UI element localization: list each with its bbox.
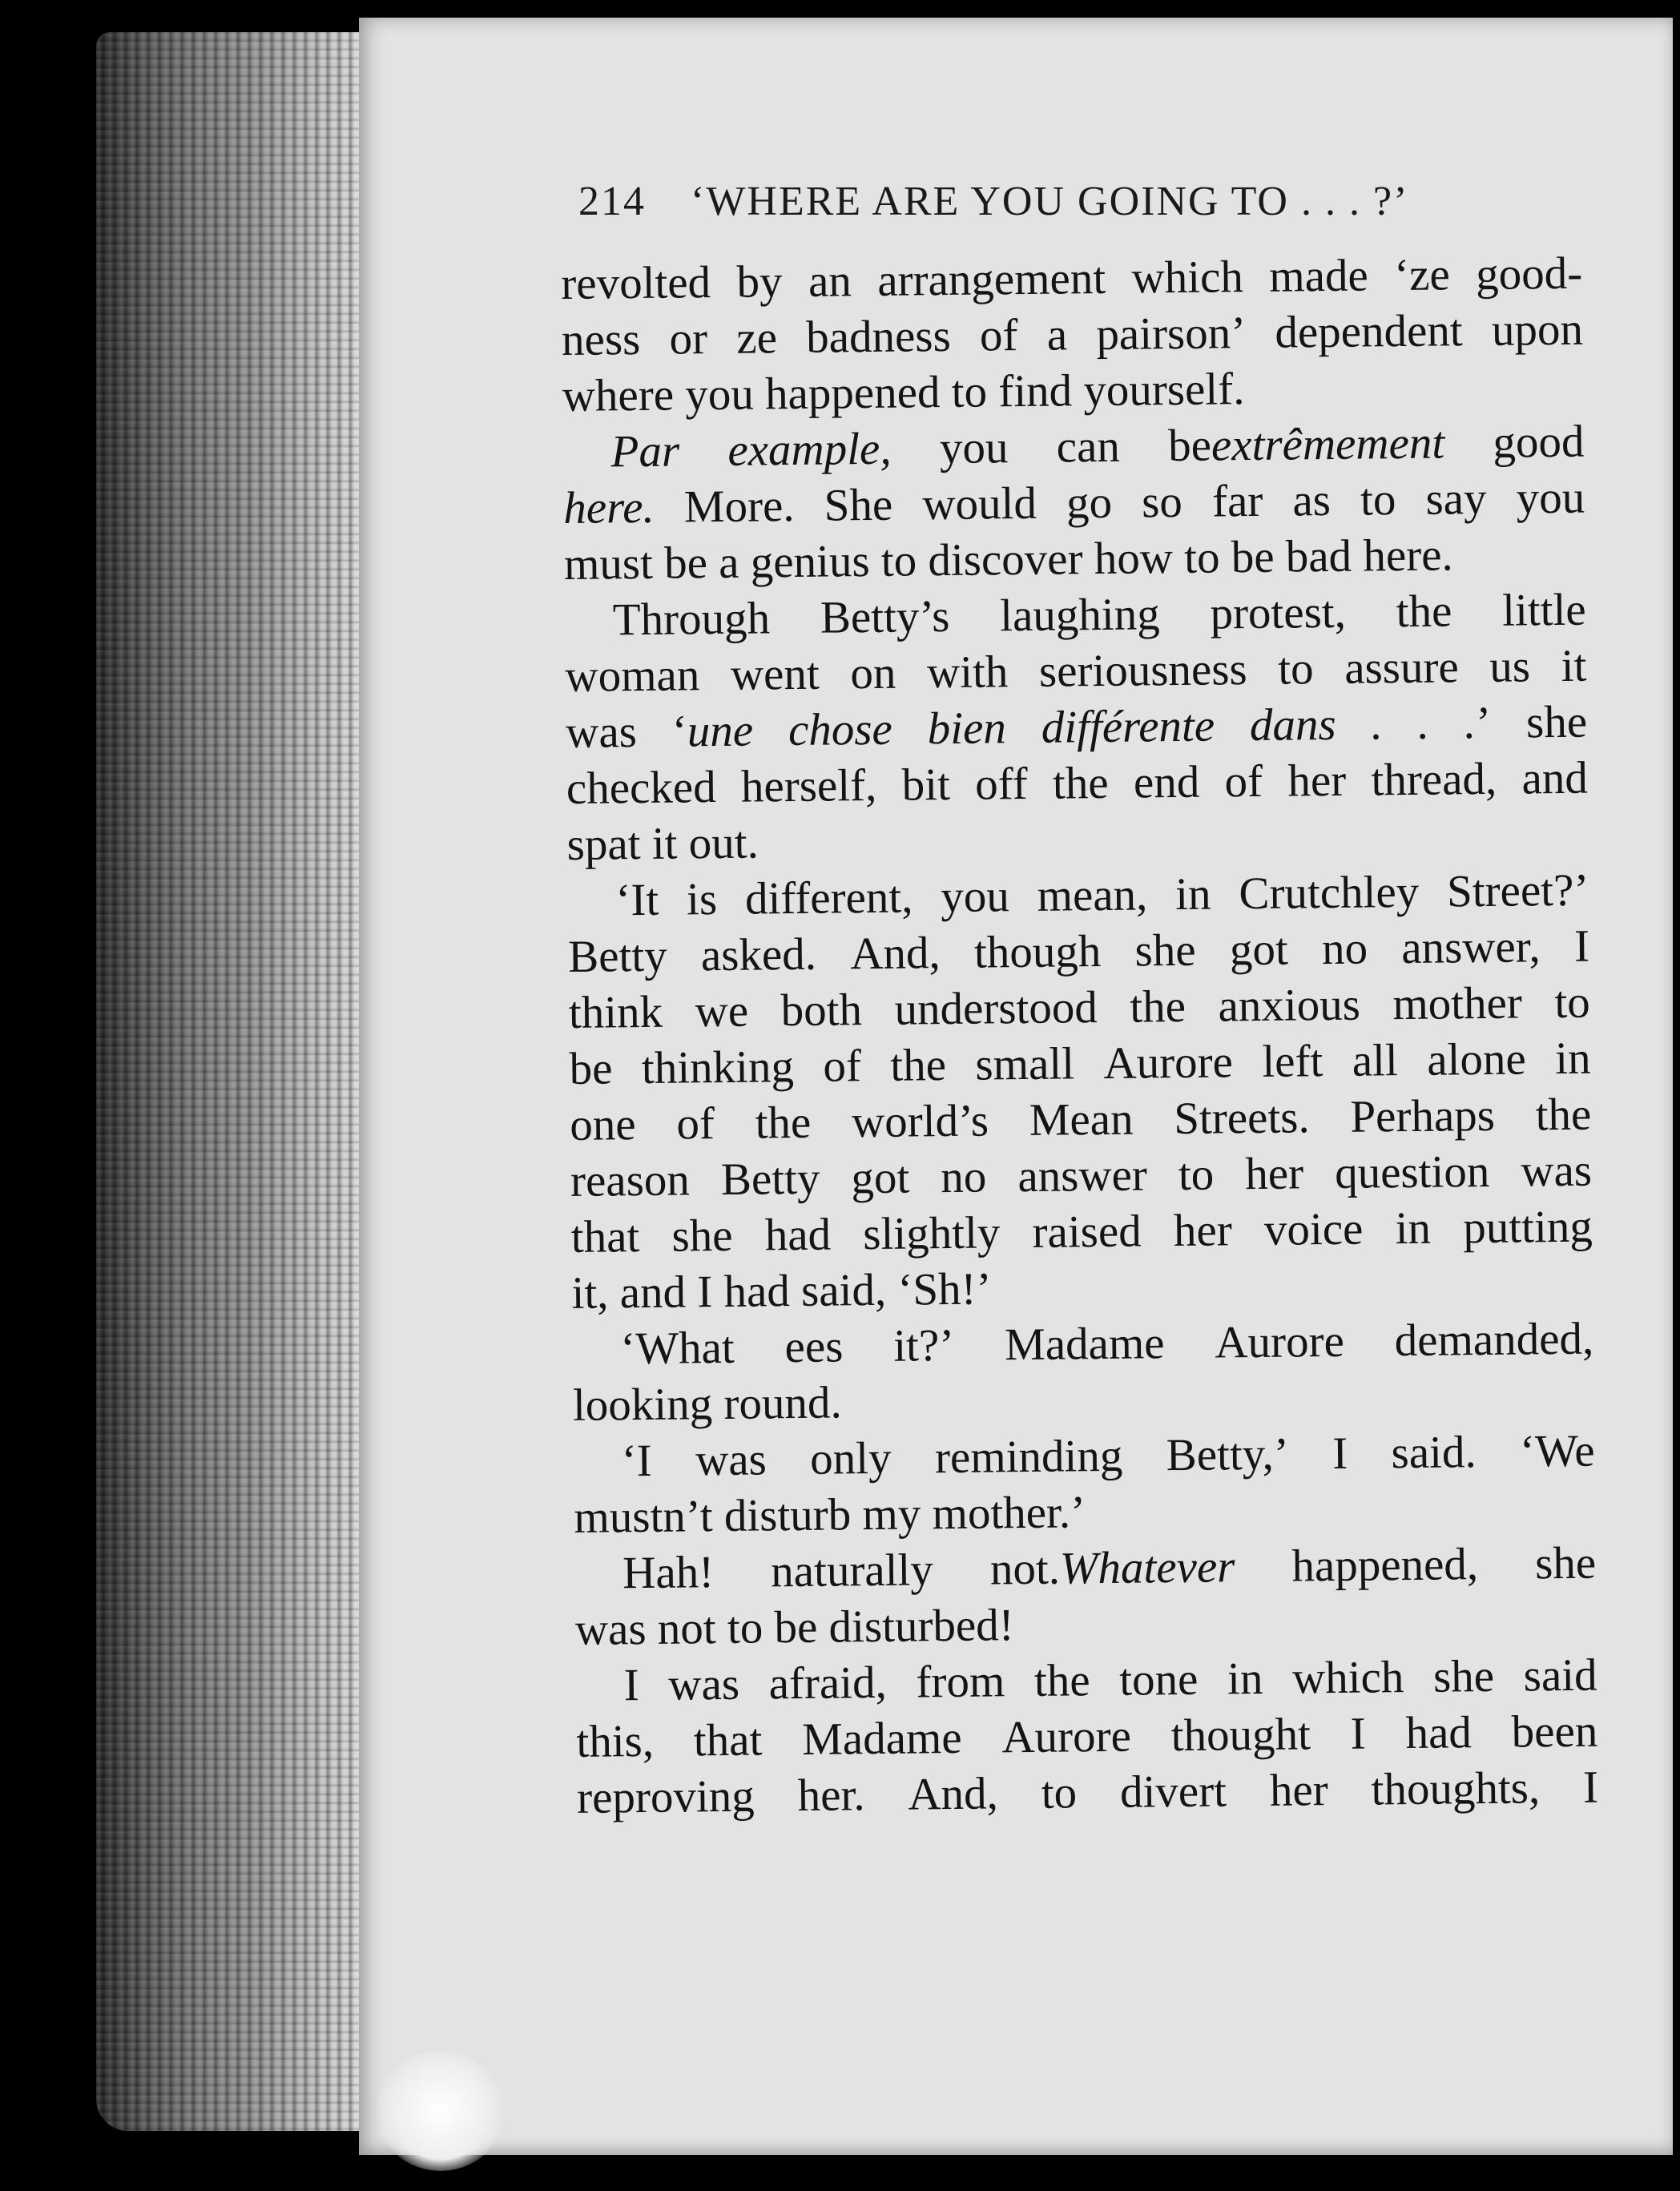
word: that <box>693 1714 763 1766</box>
word: round. <box>723 1377 843 1429</box>
word: example, <box>727 423 892 476</box>
word: here. <box>1363 530 1454 582</box>
scan-thumb-mark <box>377 2051 505 2171</box>
word: discover <box>928 534 1083 586</box>
word: answer <box>1017 1150 1148 1202</box>
word: world’s <box>851 1095 989 1148</box>
word: both <box>780 985 863 1037</box>
word: in <box>1554 1033 1591 1085</box>
word: all <box>1352 1035 1399 1086</box>
word: ‘It <box>615 874 659 926</box>
text-line <box>577 1760 1599 1827</box>
word: question <box>1334 1146 1490 1198</box>
word: mean, <box>1037 869 1148 921</box>
text-line <box>562 302 1584 369</box>
text-line <box>564 582 1586 649</box>
word: spat <box>566 818 641 870</box>
word: Street?’ <box>1446 864 1589 917</box>
word: was <box>668 1658 740 1710</box>
word: the <box>755 1097 812 1149</box>
word: of <box>979 310 1018 361</box>
word: she <box>1134 924 1196 977</box>
word: disturbed! <box>828 1600 1015 1653</box>
word: my <box>862 1488 921 1541</box>
body-text <box>561 246 1598 1827</box>
word: good- <box>1475 248 1583 300</box>
word: in <box>1227 1653 1263 1705</box>
word: ness <box>561 313 641 365</box>
text-line <box>567 863 1589 929</box>
word: arrangement <box>876 252 1106 306</box>
word: Betty’s <box>820 590 950 643</box>
word: yourself. <box>1083 364 1245 417</box>
text-line <box>562 414 1585 481</box>
word: end <box>1133 756 1200 808</box>
text-line <box>576 1704 1598 1770</box>
word: a <box>1046 309 1068 360</box>
running-head <box>578 178 1572 234</box>
word: Betty <box>567 930 667 982</box>
word: bit <box>901 759 951 811</box>
word: . <box>1417 698 1430 749</box>
word: on <box>850 647 896 699</box>
word: I <box>623 1660 639 1711</box>
word: can <box>1056 421 1121 473</box>
word: Madame <box>801 1712 962 1765</box>
word: woman <box>565 650 700 702</box>
word: to <box>727 1602 763 1653</box>
word: or <box>669 313 708 364</box>
word: mother <box>1392 977 1523 1030</box>
word: to <box>951 366 988 417</box>
word: Betty <box>720 1153 820 1205</box>
word: off <box>974 758 1028 810</box>
word: was <box>695 1434 767 1486</box>
word: was <box>565 707 638 758</box>
text-line <box>565 638 1587 705</box>
word: the <box>1396 586 1452 638</box>
word: answer, <box>1400 921 1541 974</box>
word: and <box>1521 752 1589 804</box>
word: reason <box>570 1154 691 1206</box>
text-line <box>574 1480 1596 1546</box>
word: I <box>1573 920 1590 972</box>
word: laughing <box>999 589 1161 642</box>
word: where <box>562 369 675 421</box>
word: is <box>686 874 718 925</box>
word: voice <box>1263 1203 1364 1255</box>
word: She <box>824 479 893 531</box>
word: pairson’ <box>1096 308 1247 360</box>
word: an <box>808 256 852 307</box>
word: in <box>1174 868 1211 920</box>
word: good <box>1493 416 1585 468</box>
word: protest, <box>1210 586 1347 639</box>
word: here. <box>562 481 655 534</box>
text-line <box>572 1311 1594 1378</box>
word: looking <box>572 1379 713 1431</box>
word: said <box>1523 1649 1597 1702</box>
text-line <box>573 1367 1595 1434</box>
word: to <box>1360 474 1396 526</box>
word: badness <box>805 310 952 363</box>
word: she <box>1432 1650 1495 1702</box>
word: which <box>1131 252 1244 304</box>
word: you <box>939 422 1009 474</box>
word: which <box>1291 1652 1404 1704</box>
word: of <box>1224 755 1263 808</box>
word: I <box>1582 1762 1599 1813</box>
text-line <box>574 1536 1597 1602</box>
page-number: 214 <box>578 179 646 224</box>
word: her <box>1269 1765 1328 1816</box>
word: revolted <box>561 257 711 309</box>
word: different, <box>744 872 913 924</box>
word: chose <box>788 703 893 756</box>
text-line <box>561 246 1583 312</box>
word: got <box>851 1152 910 1204</box>
word: of <box>823 1041 862 1092</box>
word: Betty,’ <box>1166 1428 1290 1481</box>
word: said. <box>1391 1427 1477 1479</box>
word: dependent <box>1275 305 1463 358</box>
word: her <box>1244 1148 1304 1200</box>
word: so <box>1141 476 1183 528</box>
word: ‘We <box>1519 1425 1595 1477</box>
word: tone <box>1118 1653 1199 1706</box>
word: différente <box>1041 700 1215 753</box>
word: . <box>1371 699 1384 750</box>
word: was <box>574 1603 647 1655</box>
word: you <box>1516 472 1585 524</box>
word: genius <box>750 535 870 588</box>
word: it, <box>571 1267 609 1319</box>
word: say <box>1425 473 1487 525</box>
word: herself, <box>740 759 877 812</box>
word: it <box>651 818 678 869</box>
word: ‘une <box>671 705 754 757</box>
word: not.Whatever <box>989 1541 1235 1595</box>
word: putting <box>1462 1201 1593 1254</box>
word: understood <box>894 982 1098 1035</box>
word: And, <box>849 928 941 980</box>
word: only <box>809 1432 892 1484</box>
word: Aurore <box>1001 1710 1132 1763</box>
word: checked <box>566 762 716 814</box>
word: dans <box>1249 699 1336 751</box>
word: the <box>1052 757 1109 809</box>
word: assure <box>1344 642 1460 694</box>
word: asked. <box>700 928 817 981</box>
text-line <box>564 526 1586 593</box>
word: been <box>1511 1706 1598 1758</box>
word: thinking <box>641 1041 795 1093</box>
word: would <box>922 477 1037 530</box>
word: seriousness <box>1038 644 1247 697</box>
word: raised <box>1032 1206 1142 1258</box>
word: I <box>696 1267 713 1318</box>
word: Mean <box>1029 1093 1134 1146</box>
word: naturally <box>770 1545 934 1597</box>
word: anxious <box>1218 979 1361 1032</box>
word: a <box>718 537 739 588</box>
word: go <box>1066 477 1113 529</box>
text-line <box>569 1031 1591 1098</box>
word: you <box>940 871 1010 923</box>
word: Through <box>612 593 771 646</box>
word: had <box>1405 1707 1473 1759</box>
word: Aurore <box>1215 1315 1345 1368</box>
word: her. <box>797 1770 865 1822</box>
text-line <box>566 695 1588 761</box>
word: to <box>1178 1149 1215 1200</box>
word: small <box>975 1038 1075 1090</box>
word: little <box>1501 584 1586 636</box>
word: divert <box>1119 1766 1227 1818</box>
word: to <box>880 535 917 586</box>
word: got <box>1229 924 1289 976</box>
text-line <box>570 1199 1593 1266</box>
word: afraid, <box>768 1657 888 1710</box>
word: made <box>1268 250 1369 302</box>
word: bad <box>1285 530 1352 582</box>
word: far <box>1211 475 1263 527</box>
word: must <box>563 538 654 590</box>
word: she <box>1525 696 1588 748</box>
word: had <box>764 1209 832 1261</box>
word: Hah! <box>622 1547 715 1599</box>
word: alone <box>1426 1033 1527 1085</box>
word: ees <box>784 1321 844 1373</box>
word: Perhaps <box>1350 1089 1496 1142</box>
word: reproving <box>576 1770 755 1823</box>
text-line <box>563 470 1585 537</box>
word: Madame <box>1004 1318 1165 1371</box>
word: that <box>570 1211 640 1263</box>
word: she <box>671 1210 733 1262</box>
word: this, <box>576 1715 655 1767</box>
word: us <box>1489 641 1531 692</box>
word: be <box>1231 531 1275 583</box>
word: happened <box>764 367 941 420</box>
word: in <box>1395 1202 1432 1255</box>
text-line <box>569 975 1591 1041</box>
word: had <box>723 1266 791 1317</box>
text-line <box>573 1424 1595 1490</box>
word: mother.’ <box>932 1487 1086 1540</box>
word: ‘What <box>619 1322 735 1375</box>
word: we <box>695 985 749 1037</box>
text-line <box>562 358 1584 425</box>
word: beextrêmement <box>1167 417 1445 472</box>
text-line <box>570 1143 1593 1210</box>
word: how <box>1094 533 1174 585</box>
word: Par <box>610 425 680 477</box>
word: demanded, <box>1394 1313 1594 1367</box>
text-line <box>566 751 1589 817</box>
word: to <box>1277 643 1314 695</box>
text-line <box>568 919 1590 985</box>
word: I <box>1332 1428 1348 1479</box>
word: the <box>1033 1655 1090 1706</box>
word: the <box>1130 981 1186 1033</box>
word: happened, <box>1291 1539 1479 1592</box>
word: ‘ze <box>1393 249 1451 301</box>
word: mustn’t <box>574 1491 713 1543</box>
word: .’ <box>1464 697 1492 749</box>
word: I <box>1350 1708 1367 1759</box>
word: it?’ <box>892 1319 955 1371</box>
word: slightly <box>863 1207 1001 1260</box>
word: no <box>1321 923 1368 975</box>
word: More. <box>683 480 795 533</box>
word: she <box>1534 1537 1597 1589</box>
word: no <box>941 1151 987 1203</box>
word: be <box>774 1601 818 1653</box>
word: disturb <box>723 1489 852 1541</box>
word: her <box>1173 1205 1233 1257</box>
word: think <box>568 986 663 1038</box>
word: not <box>657 1603 717 1654</box>
word: though <box>973 925 1102 978</box>
word: left <box>1262 1036 1323 1087</box>
text-line <box>570 1087 1592 1154</box>
text-line <box>571 1255 1593 1322</box>
word: reminding <box>934 1430 1123 1484</box>
word: thread, <box>1371 753 1497 806</box>
text-line <box>575 1648 1597 1714</box>
word: bien <box>927 703 1007 755</box>
word: from <box>916 1656 1005 1708</box>
word: of <box>676 1098 715 1150</box>
word: to <box>1041 1767 1078 1818</box>
word: ‘I <box>621 1435 653 1487</box>
word: Crutchley <box>1239 866 1420 920</box>
text-line <box>575 1592 1597 1658</box>
word: thought <box>1170 1709 1311 1762</box>
running-title: ‘WHERE ARE YOU GOING TO . . . ?’ <box>691 179 1409 224</box>
word: upon <box>1491 304 1584 356</box>
word: to <box>1183 532 1220 583</box>
word: to <box>1554 977 1591 1029</box>
word: Streets. <box>1173 1092 1310 1145</box>
word: And, <box>908 1768 999 1820</box>
word: as <box>1292 474 1332 526</box>
word: be <box>569 1043 613 1094</box>
word: be <box>663 538 708 589</box>
word: said, <box>800 1264 887 1316</box>
word: Aurore <box>1103 1037 1234 1089</box>
word: ze <box>736 312 778 364</box>
word: you <box>684 369 755 421</box>
text-line <box>566 807 1589 873</box>
word: her <box>1287 755 1347 807</box>
word: the <box>890 1040 947 1091</box>
word: and <box>619 1267 687 1319</box>
word: one <box>570 1099 636 1150</box>
book-page-edges <box>96 32 361 2131</box>
word: went <box>730 648 820 700</box>
word: find <box>997 365 1073 417</box>
word: it <box>1561 640 1587 691</box>
word: by <box>736 256 783 308</box>
word: thoughts, <box>1371 1762 1541 1815</box>
word: the <box>1535 1089 1592 1141</box>
word: out. <box>688 817 759 869</box>
word: with <box>926 646 1009 699</box>
word: was <box>1521 1145 1593 1197</box>
word: ‘Sh!’ <box>897 1263 992 1315</box>
